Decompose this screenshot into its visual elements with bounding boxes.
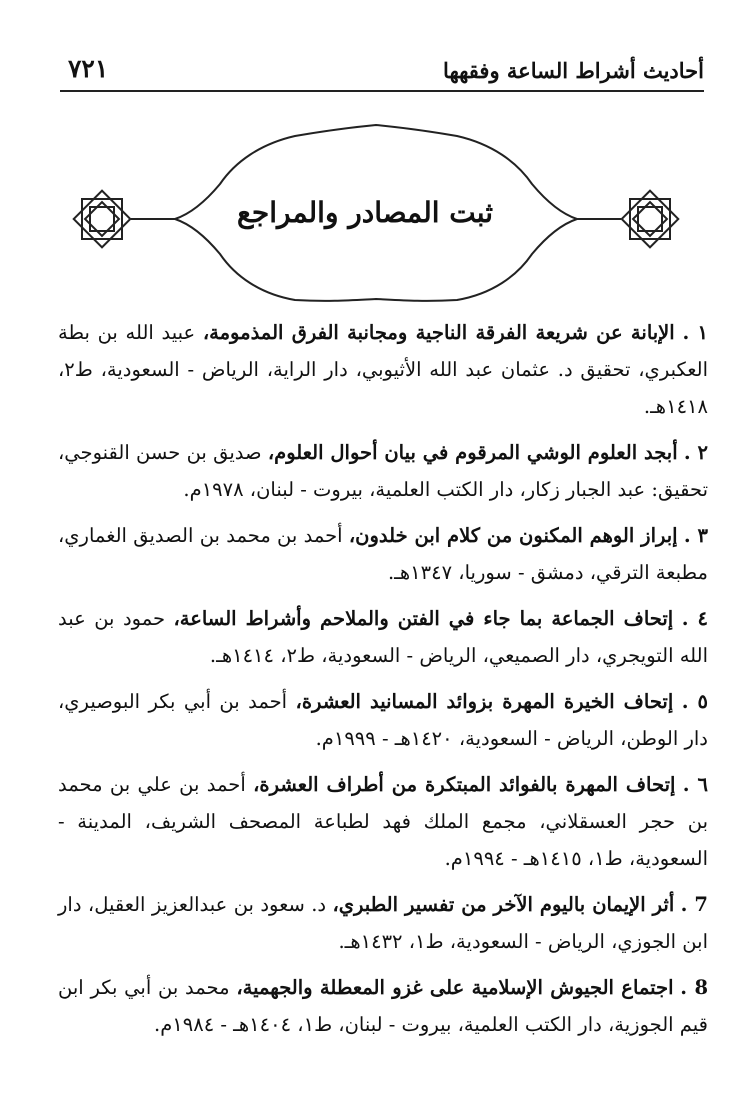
reference-title: إتحاف المهرة بالفوائد المبتكرة من أطراف العشرة، bbox=[253, 773, 676, 796]
reference-title: إتحاف الجماعة بما جاء في الفتن والملاحم وأشراط الساعة، bbox=[173, 607, 674, 630]
reference-details: محمد بن أبي بكر ابن قيم الجوزية، دار الكتب العلمية، بيروت - لبنان، ط١، ١٤٠٤هـ - ١٩٨٤م. bbox=[58, 976, 708, 1036]
reference-number: 8 . bbox=[680, 976, 709, 999]
reference-title: إبراز الوهم المكنون من كلام ابن خلدون، bbox=[348, 524, 678, 547]
reference-item bbox=[58, 766, 708, 877]
reference-number: ٢ . bbox=[683, 441, 709, 464]
reference-details: د. سعود بن عبدالعزيز العقيل، دار ابن الجوزي، الرياض - السعودية، ط١، ١٤٣٢هـ. bbox=[58, 893, 708, 953]
page-header bbox=[60, 52, 704, 92]
section-title: ثبت المصادر والمراجع bbox=[237, 196, 493, 229]
reference-item bbox=[58, 683, 708, 757]
reference-item bbox=[58, 969, 708, 1043]
reference-title: الإبانة عن شريعة الفرقة الناجية ومجانبة الفرق المذمومة، bbox=[202, 321, 675, 344]
reference-item bbox=[58, 434, 708, 508]
reference-item bbox=[58, 314, 708, 425]
reference-details: عبيد الله بن بطة العكبري، تحقيق د. عثمان عبد الله الأثيوبي، دار الراية، الرياض - السعودية، ط٢، ١٤١٨هـ. bbox=[58, 321, 708, 418]
reference-number: ٦ . bbox=[682, 773, 708, 796]
reference-title: أبجد العلوم الوشي المرقوم في بيان أحوال العلوم، bbox=[267, 441, 678, 464]
reference-details: صديق بن حسن القنوجي، تحقيق: عبد الجبار زكار، دار الكتب العلمية، بيروت - لبنان، ١٩٧٨م. bbox=[58, 441, 708, 501]
reference-number: ٣ . bbox=[683, 524, 709, 547]
reference-item bbox=[58, 600, 708, 674]
page-number: ٧٢١ bbox=[68, 54, 109, 83]
references-list bbox=[58, 314, 708, 1052]
reference-title: إتحاف الخيرة المهرة بزوائد المسانيد العشرة، bbox=[295, 690, 674, 713]
reference-details: أحمد بن أبي بكر البوصيري، دار الوطن، الرياض - السعودية، ١٤٢٠هـ - ١٩٩٩م. bbox=[58, 690, 708, 750]
reference-number: ٥ . bbox=[681, 690, 709, 713]
reference-number: ١ . bbox=[682, 321, 708, 344]
reference-item bbox=[58, 517, 708, 591]
reference-title: اجتماع الجيوش الإسلامية على غزو المعطلة والجهمية، bbox=[236, 976, 674, 999]
reference-title: أثر الإيمان باليوم الآخر من تفسير الطبري، bbox=[332, 893, 675, 916]
reference-details: أحمد بن علي بن محمد بن حجر العسقلاني، مجمع الملك فهد لطباعة المصحف الشريف، المدينة - السعودية، ط١، ١٤١٥هـ - ١٩٩٤م. bbox=[58, 773, 708, 870]
reference-number: 7 . bbox=[680, 893, 708, 916]
reference-number: ٤ . bbox=[681, 607, 709, 630]
reference-item bbox=[58, 886, 708, 960]
running-title: أحاديث أشراط الساعة وفقهها bbox=[443, 58, 704, 83]
reference-details: أحمد بن محمد بن الصديق الغماري، مطبعة الترقي، دمشق - سوريا، ١٣٤٧هـ. bbox=[58, 524, 708, 584]
right-star-ornament bbox=[622, 191, 679, 248]
header-rule bbox=[60, 90, 704, 92]
left-star-ornament bbox=[74, 191, 131, 248]
reference-details: حمود بن عبد الله التويجري، دار الصميعي، الرياض - السعودية، ط٢، ١٤١٤هـ. bbox=[58, 607, 708, 667]
